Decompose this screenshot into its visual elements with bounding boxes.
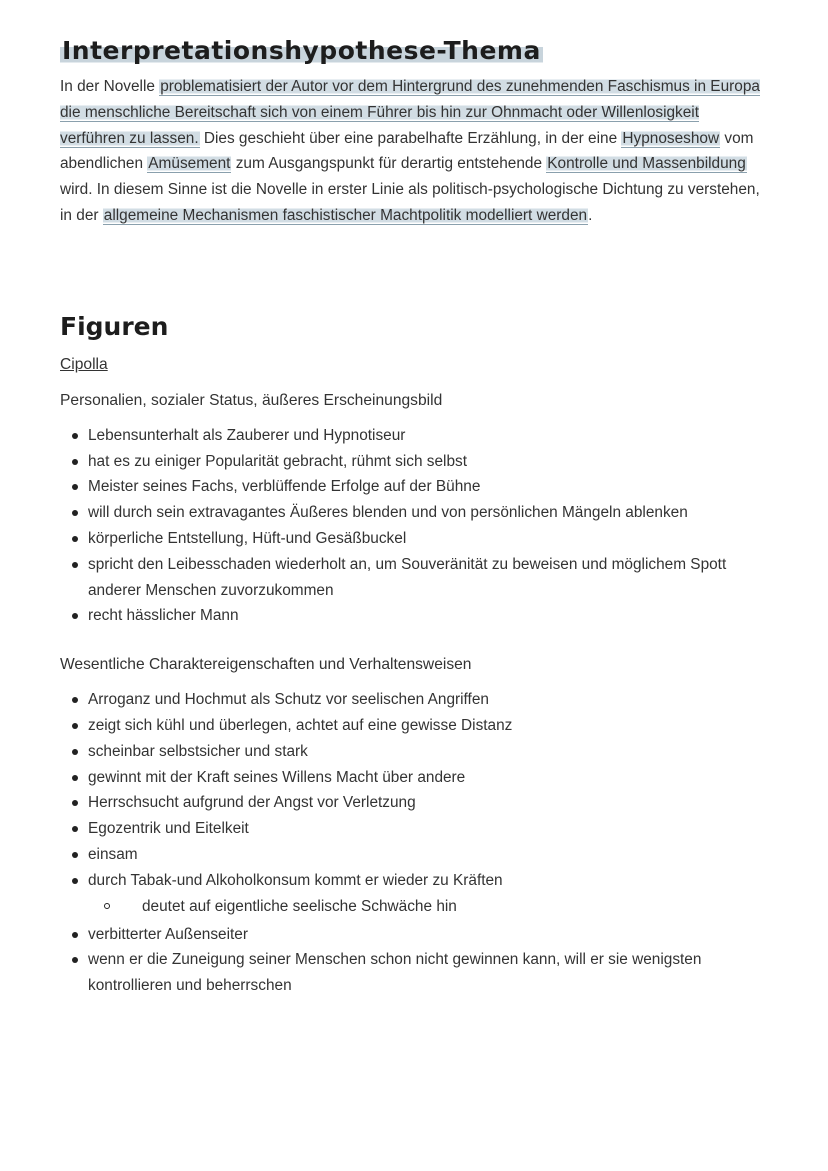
list-item: spricht den Leibesschaden wiederholt an, um Souveränität zu beweisen und möglichem Spott anderer Menschen zuvorzukommen: [72, 552, 760, 604]
paragraph-text: vom abendlichen: [60, 129, 754, 173]
paragraph-text: Dies geschieht über eine parabelhafte Erzählung, in der eine: [199, 129, 622, 147]
highlighted-phrase: Kontrolle und Massenbildung: [547, 155, 746, 173]
list-item: körperliche Entstellung, Hüft-und Gesäßbuckel: [72, 526, 760, 552]
personal-data-heading: Personalien, sozialer Status, äußeres Erscheinungsbild: [60, 391, 443, 409]
document-page: [60, 30, 760, 999]
character-name: Cipolla: [60, 355, 108, 373]
list-item: scheinbar selbstsicher und stark: [72, 739, 760, 765]
personal-data-list: [60, 423, 760, 629]
list-item: recht hässlicher Mann: [72, 603, 760, 629]
hypothesis-paragraph: [60, 74, 760, 229]
list-item: Egozentrik und Eitelkeit: [72, 816, 760, 842]
list-item: durch Tabak-und Alkoholkonsum kommt er wieder zu Kräften: [72, 868, 760, 894]
paragraph-text: .: [588, 206, 593, 224]
list-item: Arroganz und Hochmut als Schutz vor seelischen Angriffen: [72, 687, 760, 713]
list-item: Lebensunterhalt als Zauberer und Hypnotiseur: [72, 423, 760, 449]
list-item: gewinnt mit der Kraft seines Willens Macht über andere: [72, 765, 760, 791]
traits-list: [60, 687, 760, 893]
paragraph-text: zum Ausgangspunkt für derartig entstehende: [231, 155, 547, 173]
list-item: zeigt sich kühl und überlegen, achtet auf eine gewisse Distanz: [72, 713, 760, 739]
highlighted-phrase: problematisiert der Autor vor dem Hintergrund des zunehmenden Faschismus in Europa die menschliche Bereitschaft sich von einem Führer bis hin zur Ohnmacht oder Willenlosigkeit verführen zu lassen.: [60, 78, 760, 147]
paragraph-text: wird. In diesem Sinne ist die Novelle in erster Linie als politisch-psychologische Dichtung zu verstehen, in der: [60, 181, 760, 224]
traits-sublist: [60, 894, 760, 920]
traits-subitem: deutet auf eigentliche seelische Schwäche hin: [102, 894, 760, 920]
traits-heading: Wesentliche Charaktereigenschaften und Verhaltensweisen: [60, 656, 472, 674]
list-item: wenn er die Zuneigung seiner Menschen schon nicht gewinnen kann, will er sie wenigsten kontrollieren und beherrschen: [72, 947, 760, 999]
traits-list-continued: [60, 922, 760, 999]
list-item: Herrschsucht aufgrund der Angst vor Verletzung: [72, 790, 760, 816]
highlighted-phrase: Hypnoseshow: [622, 129, 720, 147]
highlighted-phrase: allgemeine Mechanismen faschistischer Machtpolitik modelliert werden: [103, 206, 588, 224]
paragraph-text: In der Novelle: [60, 78, 160, 95]
highlighted-phrase: Amüsement: [148, 155, 231, 173]
hypothesis-title-text: Interpretationshypothese-Thema: [62, 36, 541, 65]
list-item: verbitterter Außenseiter: [72, 922, 760, 948]
list-item: will durch sein extravagantes Äußeres blenden und von persönlichen Mängeln ablenken: [72, 500, 760, 526]
list-item: einsam: [72, 842, 760, 868]
hypothesis-title: [60, 30, 543, 72]
figures-title: Figuren: [60, 311, 169, 341]
list-item: hat es zu einiger Popularität gebracht, rühmt sich selbst: [72, 449, 760, 475]
list-item: Meister seines Fachs, verblüffende Erfolge auf der Bühne: [72, 474, 760, 500]
